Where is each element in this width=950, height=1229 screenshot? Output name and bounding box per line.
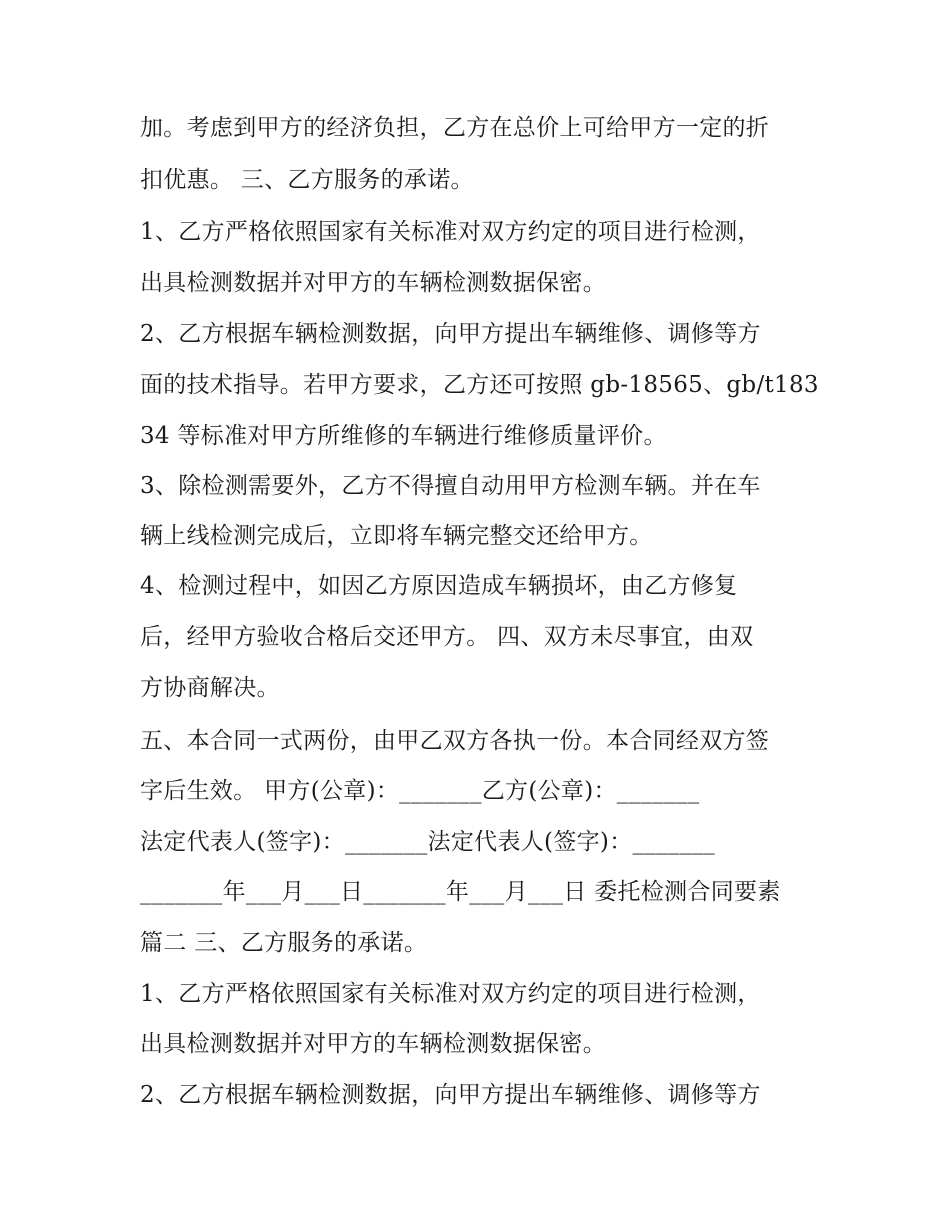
text-line: 篇二 三、乙方服务的承诺。 — [140, 930, 428, 956]
text-line: 字后生效。 甲方(公章)：_______乙方(公章)：_______ — [140, 778, 700, 804]
text-line: 方协商解决。 — [140, 675, 280, 701]
text-line: 1、乙方严格依照国家有关标准对双方约定的项目进行检测， — [140, 219, 761, 245]
text-line: 面的技术指导。若甲方要求，乙方还可按照 gb-18565、gb/t183 — [140, 372, 819, 398]
text-line: 五、本合同一式两份，由甲乙双方各执一份。本合同经双方签 — [140, 728, 770, 754]
text-line: 后，经甲方验收合格后交还甲方。 四、双方未尽事宜，由双 — [140, 624, 754, 650]
text-line: 4、检测过程中，如因乙方原因造成车辆损坏，由乙方修复 — [140, 573, 738, 599]
text-line: 辆上线检测完成后，立即将车辆完整交还给甲方。 — [140, 523, 653, 549]
text-line: 3、除检测需要外，乙方不得擅自动用甲方检测车辆。并在车 — [140, 473, 761, 499]
text-line: 2、乙方根据车辆检测数据，向甲方提出车辆维修、调修等方 — [140, 1082, 761, 1108]
text-line: 法定代表人(签字)：_______法定代表人(签字)：_______ — [140, 829, 716, 855]
text-line: 出具检测数据并对甲方的车辆检测数据保密。 — [140, 1031, 606, 1057]
text-line: 加。考虑到甲方的经济负担，乙方在总价上可给甲方一定的折 — [140, 115, 770, 141]
text-line: 2、乙方根据车辆检测数据，向甲方提出车辆维修、调修等方 — [140, 321, 761, 347]
text-line: _______年___月___日_______年___月___日 委托检测合同要素 — [140, 879, 781, 905]
text-line: 扣优惠。 三、乙方服务的承诺。 — [140, 167, 474, 193]
text-line: 1、乙方严格依照国家有关标准对双方约定的项目进行检测， — [140, 981, 761, 1007]
text-line: 出具检测数据并对甲方的车辆检测数据保密。 — [140, 270, 606, 296]
text-line: 34 等标准对甲方所维修的车辆进行维修质量评价。 — [140, 423, 667, 449]
